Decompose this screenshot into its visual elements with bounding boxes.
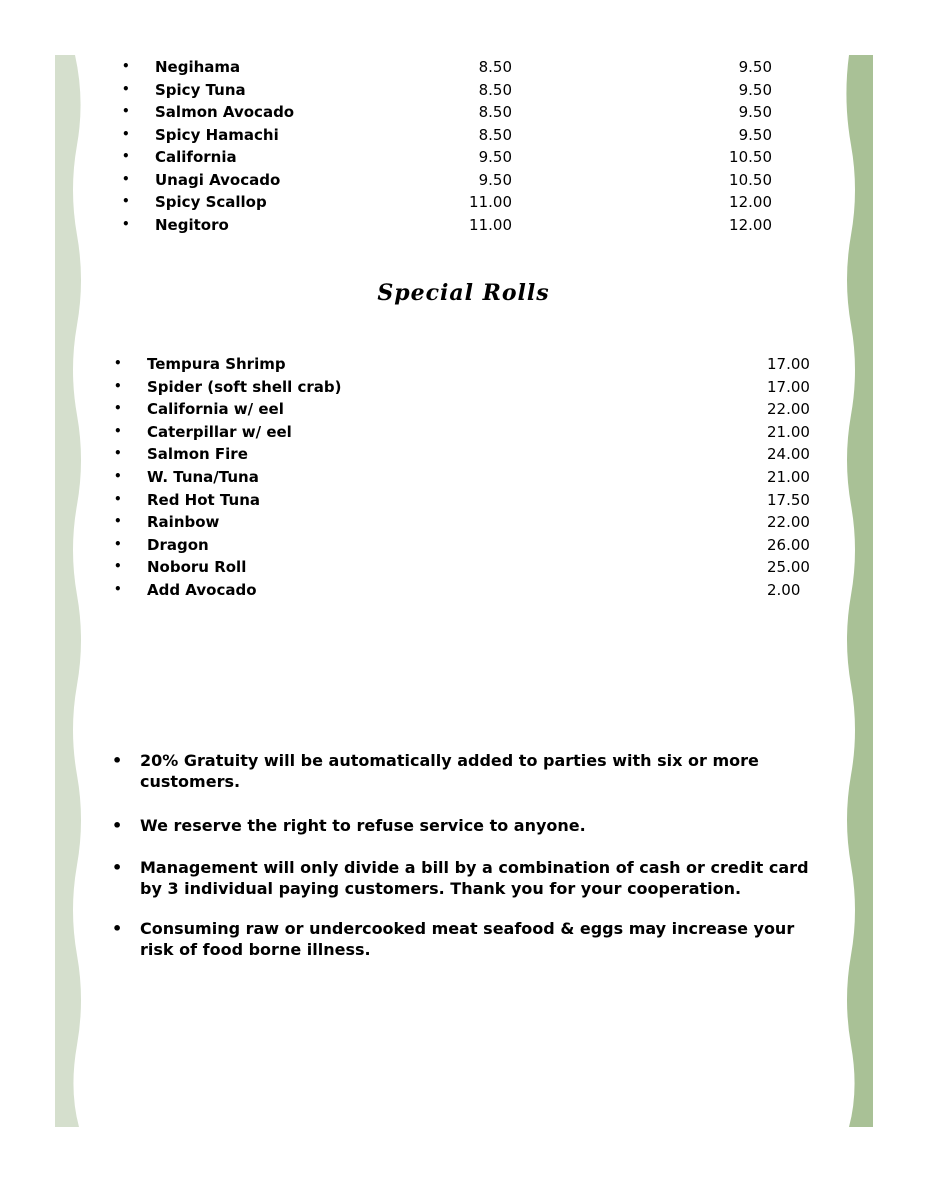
special-roll-name: Tempura Shrimp xyxy=(147,355,286,373)
bullet: • xyxy=(114,536,122,551)
bullet: • xyxy=(114,378,122,393)
roll-price-regular: 9.50 xyxy=(478,170,512,189)
bullet: • xyxy=(122,194,130,208)
special-roll-name: Spider (soft shell crab) xyxy=(147,377,342,396)
special-roll-name: Rainbow xyxy=(147,513,220,532)
special-roll-name: Red Hot Tuna xyxy=(147,490,260,509)
special-roll-price: 25.00 xyxy=(767,558,810,577)
special-roll-price: 21.00 xyxy=(767,468,810,486)
roll-price-regular: 8.50 xyxy=(478,103,512,121)
bullet: • xyxy=(114,514,122,529)
bullet: • xyxy=(122,59,130,73)
roll-name: Spicy Scallop xyxy=(155,193,267,211)
roll-price-regular: 8.50 xyxy=(478,58,512,76)
special-roll-price: 26.00 xyxy=(767,535,810,554)
roll-price-regular: 8.50 xyxy=(478,80,512,99)
roll-name: Spicy Tuna xyxy=(155,80,246,99)
special-roll-price: 22.00 xyxy=(767,400,810,419)
roll-price-large: 12.00 xyxy=(729,215,772,234)
special-roll-price: 22.00 xyxy=(767,513,810,532)
roll-name: Salmon Avocado xyxy=(155,103,295,121)
bullet: • xyxy=(122,126,130,141)
bullet: • xyxy=(112,919,123,938)
roll-price-large: 10.50 xyxy=(729,170,772,189)
note-text: Management will only divide a bill by a combination of cash or credit card by 3 individual paying customers. Thank you for your cooperation. xyxy=(140,858,809,898)
bullet: • xyxy=(112,858,123,877)
roll-name: Negihama xyxy=(155,58,241,76)
roll-price-regular: 11.00 xyxy=(469,193,512,211)
roll-name: Negitoro xyxy=(155,215,229,234)
bullet: • xyxy=(114,582,122,596)
left-wavy-border xyxy=(55,55,83,1127)
special-roll-name: Add Avocado xyxy=(147,581,257,599)
bullet: • xyxy=(122,171,130,186)
roll-price-large: 9.50 xyxy=(738,103,772,121)
roll-price-large: 9.50 xyxy=(738,125,772,144)
special-roll-name: Salmon Fire xyxy=(147,445,248,464)
special-roll-price: 24.00 xyxy=(767,445,810,464)
bullet: • xyxy=(114,491,122,506)
special-rolls-heading: Special Rolls xyxy=(377,280,550,306)
bullet: • xyxy=(114,401,122,416)
roll-price-large: 9.50 xyxy=(738,80,772,99)
note-item xyxy=(112,815,812,836)
bullet: • xyxy=(122,81,130,96)
roll-price-large: 12.00 xyxy=(729,193,772,211)
bullet: • xyxy=(122,104,130,118)
roll-price-regular: 8.50 xyxy=(478,125,512,144)
bullet: • xyxy=(114,469,122,483)
right-wavy-border xyxy=(846,55,873,1127)
bullet: • xyxy=(122,149,130,163)
roll-price-regular: 9.50 xyxy=(478,148,512,166)
bullet: • xyxy=(114,356,122,370)
note-item xyxy=(112,918,812,960)
roll-price-regular: 11.00 xyxy=(469,215,512,234)
special-roll-name: Dragon xyxy=(147,535,209,554)
special-roll-name: W. Tuna/Tuna xyxy=(147,468,259,486)
special-roll-price: 17.00 xyxy=(767,355,810,373)
bullet: • xyxy=(122,216,130,231)
roll-price-large: 9.50 xyxy=(738,58,772,76)
special-roll-price: 17.50 xyxy=(767,490,810,509)
note-text: We reserve the right to refuse service to anyone. xyxy=(140,816,586,835)
roll-name: Unagi Avocado xyxy=(155,170,281,189)
bullet: • xyxy=(114,446,122,461)
special-roll-price: 21.00 xyxy=(767,422,810,441)
special-roll-price: 17.00 xyxy=(767,377,810,396)
bullet: • xyxy=(112,816,123,835)
note-text: 20% Gratuity will be automatically added to parties with six or more customers. xyxy=(140,751,759,791)
note-item xyxy=(112,857,812,899)
roll-price-large: 10.50 xyxy=(729,148,772,166)
roll-name: California xyxy=(155,148,237,166)
note-item xyxy=(112,750,812,792)
bullet: • xyxy=(114,423,122,438)
special-roll-name: Caterpillar w/ eel xyxy=(147,422,292,441)
special-roll-price: 2.00 xyxy=(767,581,801,599)
bullet: • xyxy=(112,751,123,770)
special-roll-name: California w/ eel xyxy=(147,400,284,419)
roll-name: Spicy Hamachi xyxy=(155,125,279,144)
bullet: • xyxy=(114,559,122,574)
note-text: Consuming raw or undercooked meat seafood & eggs may increase your risk of food borne illness. xyxy=(140,919,795,959)
special-roll-name: Noboru Roll xyxy=(147,558,247,577)
